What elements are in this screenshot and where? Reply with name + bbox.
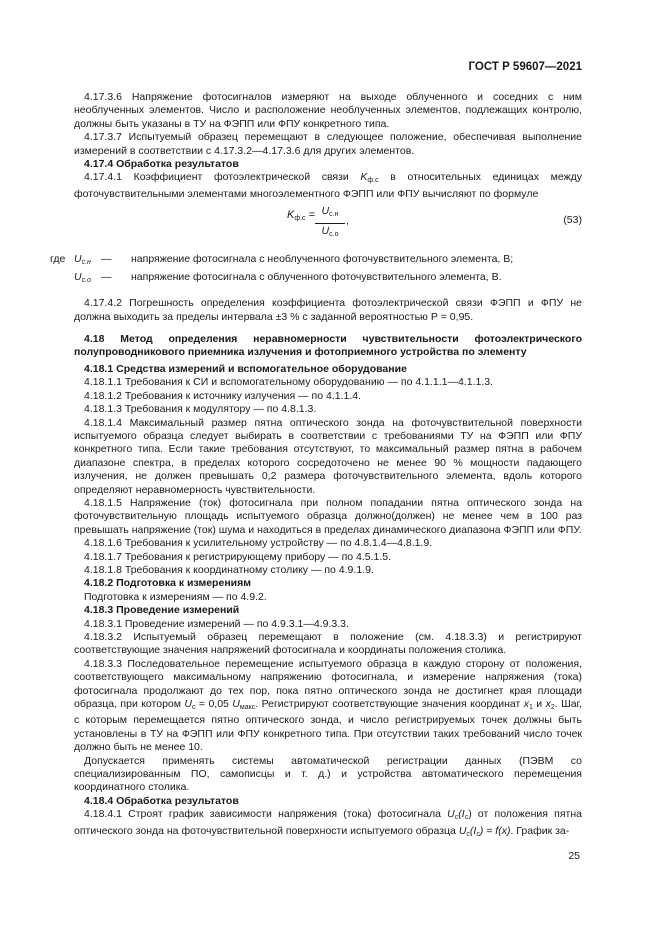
formula-denominator: $U_{с.о}$	[321, 224, 339, 238]
paragraph-4-18-1-1: 4.18.1.1 Требования к СИ и вспомогательному оборудованию — по 4.1.1.1—4.1.1.3.	[84, 376, 493, 389]
paragraph-4-18-3-3: 4.18.3.3 Последовательное перемещение испытуемого образца в каждую сторону от положения, соответствующего максимальному напряжению фотосигнала, и измерение напряжения (тока) фотосигнала продолжают до тех пор, пока пятно оптического зонда не достигнет края площади образца, при котором $U_с = 0,05$ $U_{макс}$. Регистрируют соответствующие значения координат $x_1$ и $x_2$. Шаг, с которым перемещается пятно оптического зонда, и число регистрируемых точек должны быть установлены в ТУ на ФЭПП или ФПУ конкретного типа. При отсутствии таких требований число точек должно быть не менее 10.	[74, 657, 583, 754]
paragraph-4-18-1-7: 4.18.1.7 Требования к регистрирующему прибору — по 4.5.1.5.	[84, 550, 392, 563]
legend-row-1: где $U_{с.н}$ — напряжение фотосигнала с необлученного фоточувствительного элемента, В;	[50, 253, 514, 267]
paragraph-4-17-3-7: 4.17.3.7 Испытуемый образец перемещают в следующее положение, обеспечивая выполнение измерений в соответствии с 4.17.3.2—4.17.3.6 для других элементов.	[74, 131, 582, 157]
paragraph-4-18-3-1: 4.18.3.1 Проведение измерений — по 4.9.3.1—4.9.3.3.	[84, 617, 349, 630]
equation-number: (53)	[563, 214, 582, 227]
page-number: 25	[568, 850, 580, 862]
heading-4-18-2: 4.18.2 Подготовка к измерениям	[84, 577, 252, 590]
paragraph-4-18-1-6: 4.18.1.6 Требования к усилительному устройству — по 4.8.1.4—4.8.1.9.	[84, 537, 433, 550]
formula-fraction	[315, 205, 345, 241]
formula-lhs: $K_{ф.с}$ =	[287, 209, 316, 223]
paragraph-4-18-4-1: 4.18.4.1 Строят график зависимости напряжения (тока) фотосигнала $U_с(I_с)$ от положения пятна оптического зонда на фоточувствительной поверхности испытуемого образца $U_с(I_с) = f(x)$. График за-	[74, 808, 582, 838]
paragraph-4-17-4-2: 4.17.4.2 Погрешность определения коэффициента фотоэлектрической связи ФЭПП и ФПУ не должна выходить за пределы интервала ±3 % с заданной вероятностью Р = 0,95.	[74, 297, 582, 323]
heading-4-18-1: 4.18.1 Средства измерений и вспомогательное оборудование	[84, 362, 407, 375]
paragraph-4-17-3-6: 4.17.3.6 Напряжение фотосигналов измеряют на выходе облученного и соседних с ним необлученных элементов. Число и расположение необлученных элементов, подлежащих контролю, должны быть указаны в ТУ на ФЭПП или ФПУ конкретного типа.	[74, 91, 582, 130]
paragraph-4-18-1-3: 4.18.1.3 Требования к модулятору — по 4.8.1.3.	[84, 403, 317, 416]
paragraph-auto-registration: Допускается применять системы автоматической регистрации данных (ПЭВМ со специализированным ПО, самописцы и т. д.) и устройства автоматического перемещения координатного столика.	[74, 754, 582, 794]
heading-4-17-4: 4.17.4 Обработка результатов	[84, 158, 239, 171]
paragraph-4-18-2: Подготовка к измерениям — по 4.9.2.	[84, 590, 267, 603]
paragraph-4-18-1-5: 4.18.1.5 Напряжение (ток) фотосигнала при полном попадании пятна оптического зонда на фоточувствительную площадь испытуемого образца должно(должен) не менее чем в 100 раз превышать напряжение (ток) шума и находиться в пределах динамического диапазона ФЭПП или ФПУ.	[74, 496, 582, 536]
paragraph-4-18-1-4: 4.18.1.4 Максимальный размер пятна оптического зонда на фоточувствительной поверхности испытуемого образца следует выбирать в соответствии с требованиями ТУ на ФЭПП или ФПУ конкретного типа. Если такие требования отсутствуют, то максимальный размер пятна в рабочем диапазоне спектра, в пределах которого сосредоточено не менее 90 % мощности падающего излучения, не должен превышать 0,2 размера фоточувствительного элемента, вдоль которого определяют неравномерность чувствительности.	[74, 416, 582, 496]
heading-4-18-4: 4.18.4 Обработка результатов	[84, 794, 239, 807]
formula-53	[74, 205, 582, 249]
paragraph-4-17-4-1: 4.17.4.1 Коэффициент фотоэлектрической связи $K_{ф.с}$ в относительных единицах между фоточувствительными элементами многоэлементного ФЭПП или ФПУ вычисляют по формуле	[74, 171, 582, 200]
formula-comma: ,	[346, 215, 349, 228]
formula-numerator: $U_{с.н}$	[315, 205, 345, 223]
legend-row-2: $U_{с.о}$ — напряжение фотосигнала с облученного фоточувствительного элемента, В.	[74, 271, 502, 285]
paragraph-4-18-1-2: 4.18.1.2 Требования к источнику излучения — по 4.1.1.4.	[84, 389, 362, 402]
paragraph-4-18-3-2: 4.18.3.2 Испытуемый образец перемещают в положение (см. 4.18.3.3) и регистрируют соответствующие значения напряжений фотосигнала и координаты положения столика.	[74, 631, 582, 657]
paragraph-4-18-1-8: 4.18.1.8 Требования к координатному столику — по 4.9.1.9.	[84, 563, 374, 576]
standard-header: ГОСТ Р 59607—2021	[468, 61, 582, 73]
formula-legend	[50, 253, 582, 291]
heading-4-18: 4.18 Метод определения неравномерности чувствительности фотоэлектрического полупроводникового приемника излучения и фотоприемного устройства по элементу	[74, 333, 582, 359]
heading-4-18-3: 4.18.3 Проведение измерений	[84, 604, 240, 617]
page-body	[50, 91, 583, 841]
